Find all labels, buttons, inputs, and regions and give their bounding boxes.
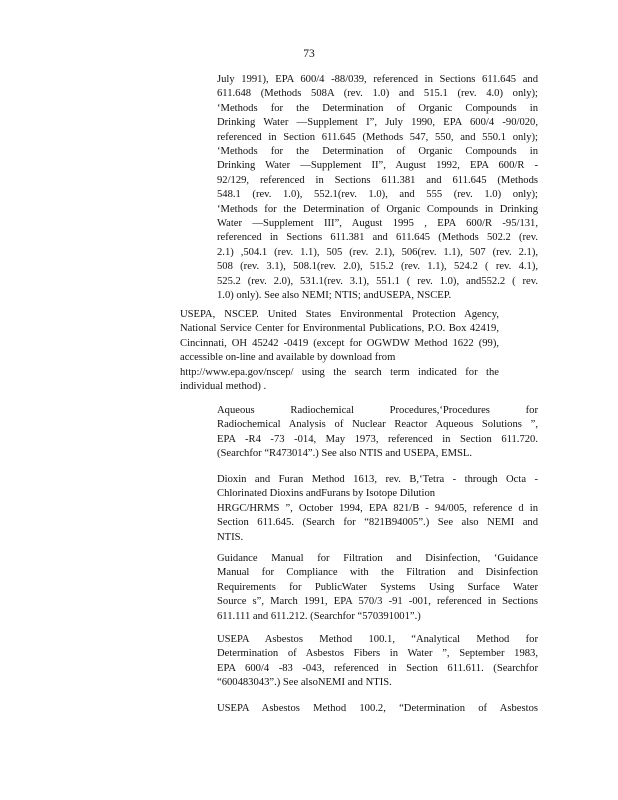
paragraph-asbestos-method-100-1	[217, 633, 538, 691]
text-line: 92/129, referenced in Sections 611.381 and 611.645 (Methods	[217, 174, 538, 186]
text-line: USEPA, NSCEP. United States Environmental Protection Agency,	[180, 309, 499, 320]
text-line: Water —Supplement III”, August 1995 , EPA 600/R -95/131,	[217, 218, 538, 230]
text-line: Manual for Compliance with the Filtration and Disinfection	[217, 567, 538, 579]
text-line: July 1991), EPA 600/4 -88/039, referenced in Sections 611.645 and	[217, 74, 538, 85]
text-line: Dioxin and Furan Method 1613, rev. B,‘Tetra - through Octa -	[217, 474, 538, 485]
text-line: National Service Center for Environmental Publications, P.O. Box 42419,	[180, 323, 499, 335]
text-line: Drinking Water —Supplement II”, August 1992, EPA 600/R -	[217, 160, 538, 172]
text-line: 2.1) ,504.1 (rev. 1.1), 505 (rev. 2.1), 506(rev. 1.1), 507 (rev. 2.1),	[217, 246, 538, 258]
paragraph-dioxin-furan	[217, 473, 538, 545]
text-line: 611.111 and 611.212. (Searchfor “570391001”.)	[217, 610, 421, 622]
text-line: Chlorinated Dioxins andFurans by Isotope Dilution	[217, 488, 436, 500]
text-line: HRGC/HRMS ”, October 1994, EPA 821/B - 94/005, reference d in	[217, 502, 538, 514]
paragraph-organic-methods-continuation	[217, 73, 538, 304]
text-line: 525.2 (rev. 2.0), 531.1(rev. 3.1), 551.1 ( rev. 1.0), and552.2 ( rev.	[217, 275, 538, 287]
text-line: Radiochemical Analysis of Nuclear Reactor Aqueous Solutions ”,	[217, 419, 538, 431]
text-line: EPA -R4 -73 -014, May 1973, referenced in Section 611.720.	[217, 433, 538, 445]
text-line: Requirements for PublicWater Systems Using Surface Water	[217, 581, 538, 593]
text-line: Cincinnati, OH 45242 -0419 (except for OGWDW Method 1622 (99),	[180, 337, 499, 349]
text-line: Aqueous Radiochemical Procedures,‘Procedures for	[217, 405, 538, 416]
paragraph-asbestos-method-100-2	[217, 702, 538, 716]
text-line: EPA 600/4 -83 -043, referenced in Section 611.611. (Searchfor	[217, 662, 538, 674]
text-line: 1.0) only). See also NEMI; NTIS; andUSEPA, NSCEP.	[217, 290, 452, 302]
text-line: individual method) .	[180, 381, 267, 393]
text-line: 548.1 (rev. 1.0), 552.1(rev. 1.0), and 555 (rev. 1.0) only);	[217, 189, 538, 201]
text-line: Determination of Asbestos Fibers in Water ”, September 1983,	[217, 648, 538, 660]
text-line: referenced in Sections 611.381 and 611.645 (Methods 502.2 (rev.	[217, 232, 538, 244]
text-line: (Searchfor “R473014”.) See also NTIS and USEPA, EMSL.	[217, 448, 472, 460]
paragraph-aqueous-radiochemical	[217, 404, 538, 462]
text-line: Drinking Water —Supplement I”, July 1990, EPA 600/4 -90/020,	[217, 117, 538, 129]
page-number: 73	[303, 48, 315, 60]
text-line: accessible on-line and available by download from	[180, 352, 396, 364]
text-line: ‘Methods for the Determination of Organic Compounds in	[217, 102, 538, 114]
text-line: 508 (rev. 3.1), 508.1(rev. 2.0), 515.2 (rev. 1.1), 524.2 ( rev. 4.1),	[217, 261, 538, 273]
text-line: ‘Methods for the Determination of Organic Compounds in	[217, 146, 538, 158]
paragraph-guidance-manual	[217, 552, 538, 624]
text-line: USEPA Asbestos Method 100.2, “Determination of Asbestos	[217, 703, 538, 714]
text-line: Source s”, March 1991, EPA 570/3 -91 -001, referenced in Sections	[217, 596, 538, 608]
text-line: USEPA Asbestos Method 100.1, “Analytical Method for	[217, 634, 538, 645]
paragraph-usepa-nscep	[180, 308, 499, 394]
text-line: ‘Methods for the Determination of Organic Compounds in Drinking	[217, 203, 538, 215]
text-line: referenced in Section 611.645 (Methods 547, 550, and 550.1 only);	[217, 131, 538, 143]
text-line: NTIS.	[217, 531, 244, 543]
text-line: 611.648 (Methods 508A (rev. 1.0) and 515.1 (rev. 4.0) only);	[217, 88, 538, 100]
text-line: “600483043”.) See alsoNEMI and NTIS.	[217, 677, 392, 689]
text-line: http://www.epa.gov/nscep/ using the search term indicated for the	[180, 366, 499, 378]
text-line: Section 611.645. (Search for “821B94005”.) See also NEMI and	[217, 517, 538, 529]
text-line: Guidance Manual for Filtration and Disinfection, ‘Guidance	[217, 553, 538, 564]
